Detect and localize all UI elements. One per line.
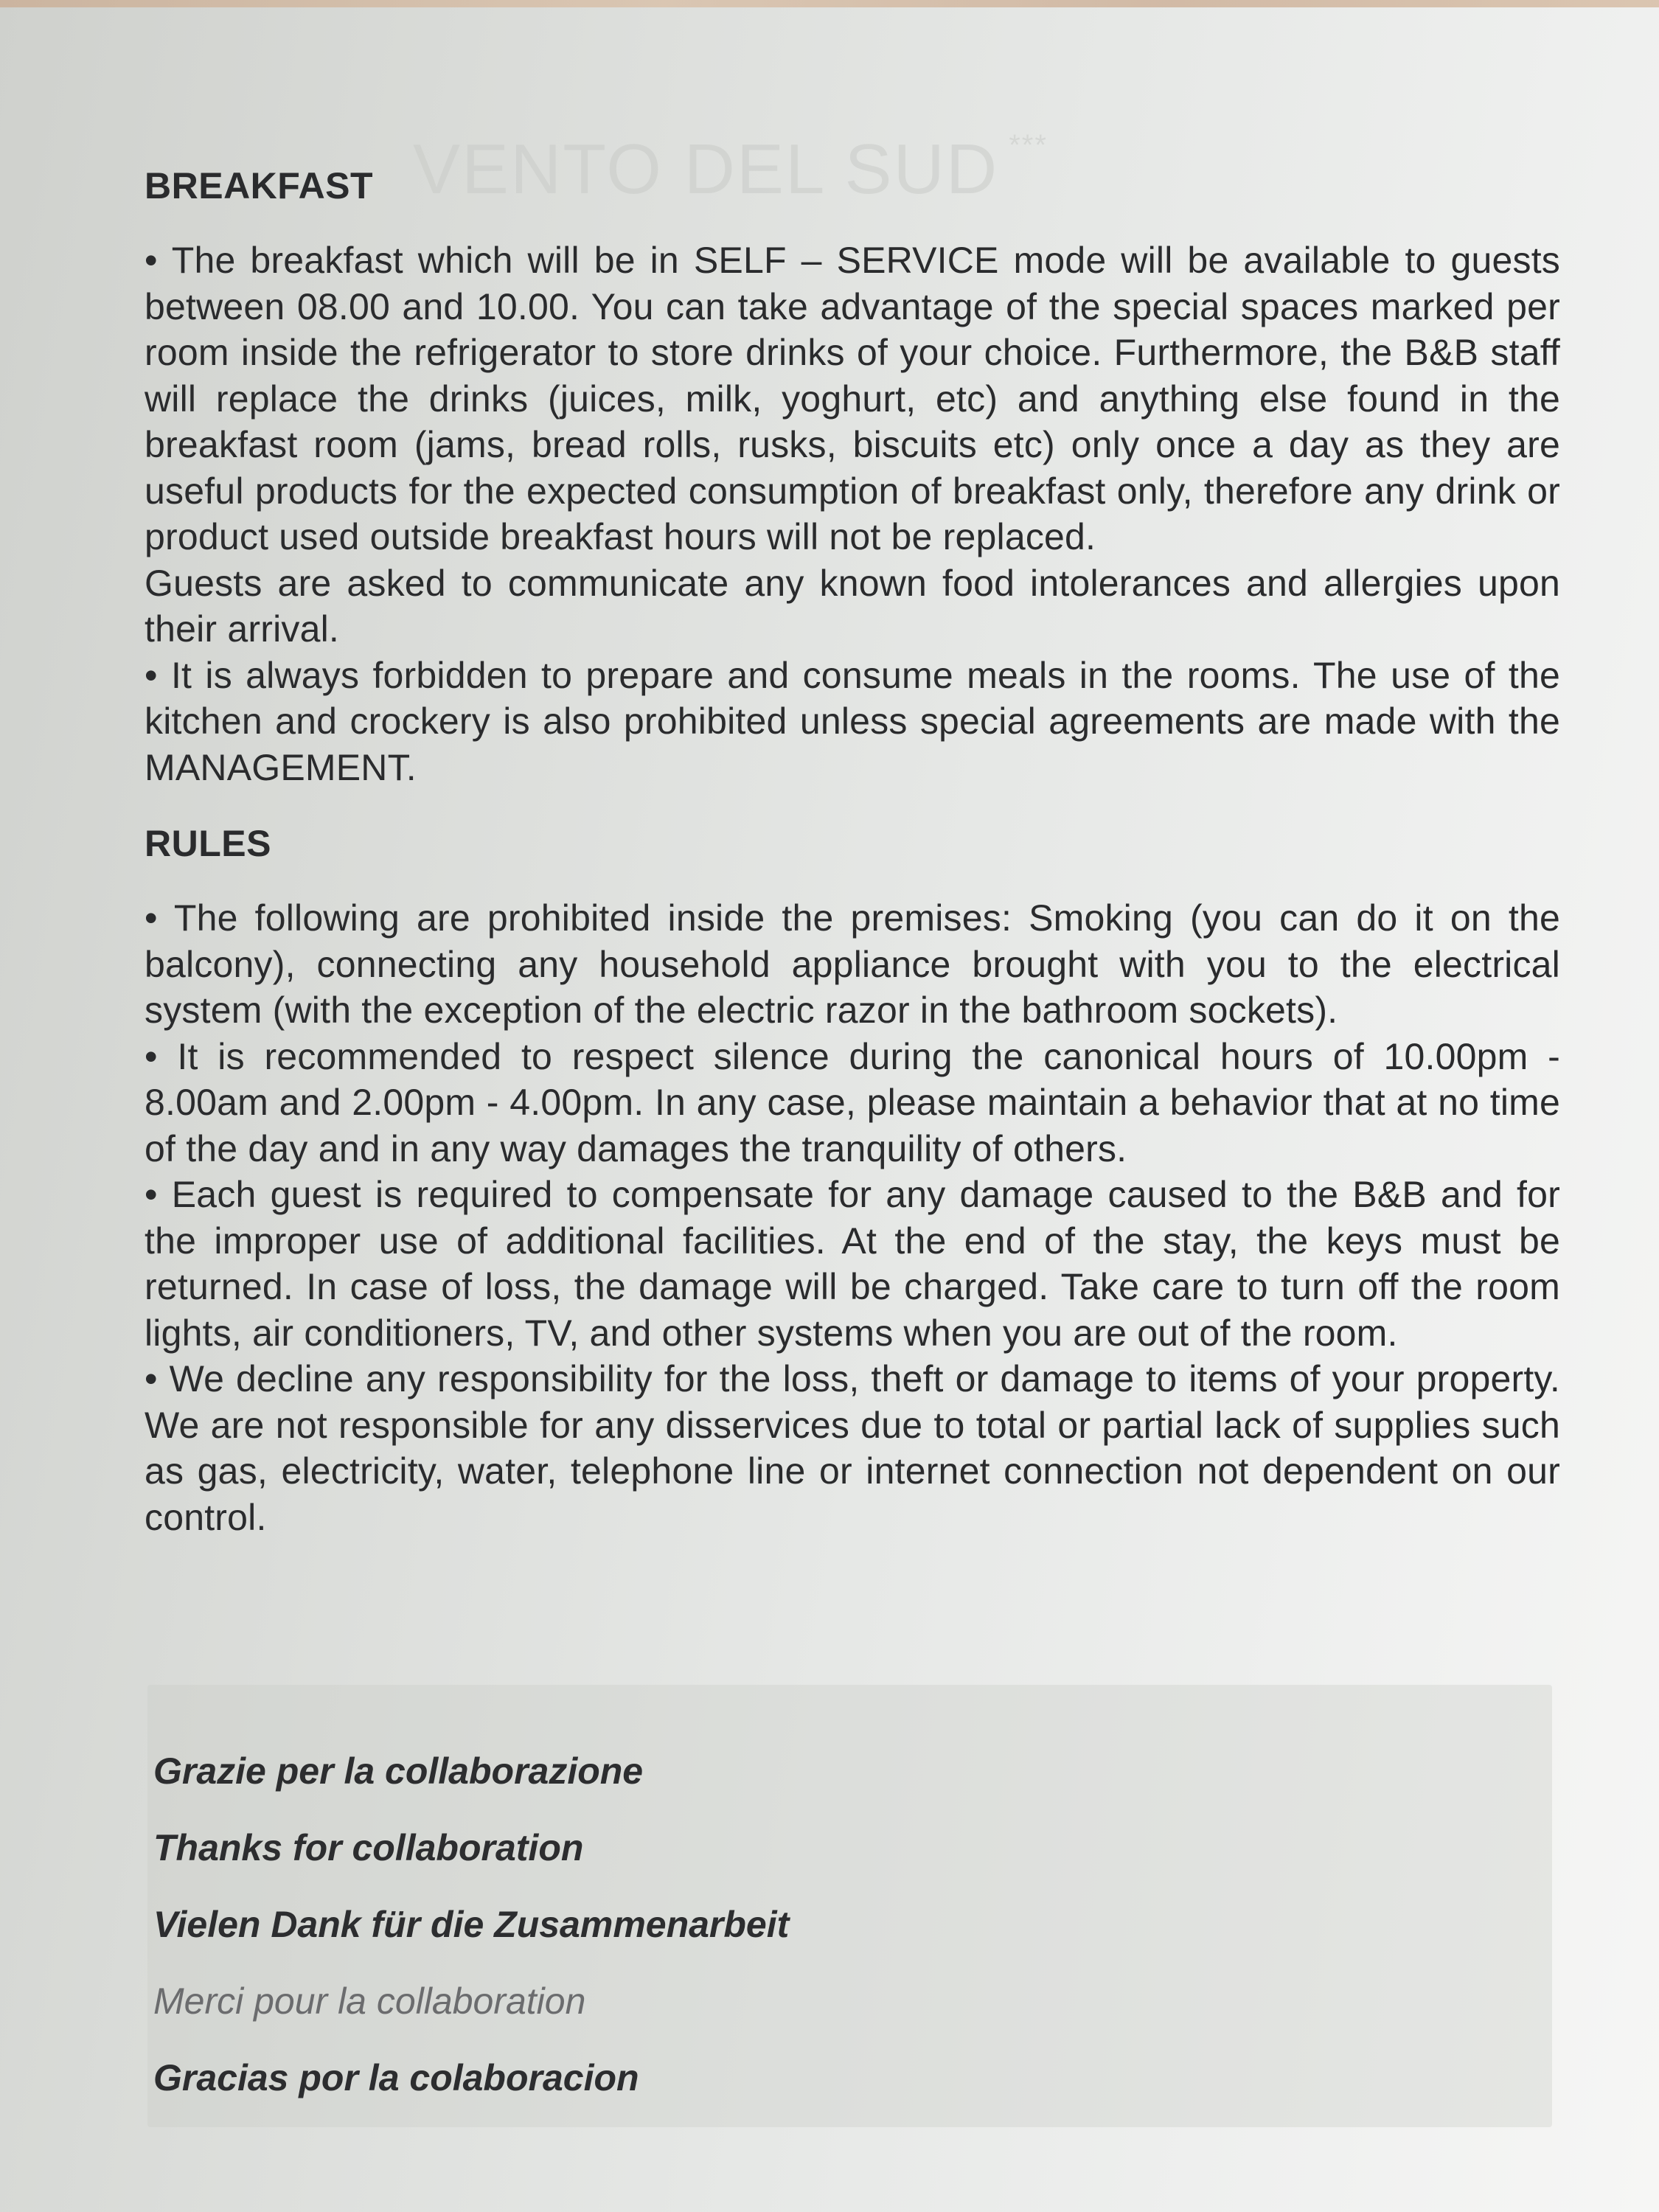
rules-heading: RULES <box>145 823 271 864</box>
thanks-french: Merci pour la collaboration <box>153 1980 586 2022</box>
rules-section <box>145 820 1560 1540</box>
breakfast-paragraph-3: • It is always forbidden to prepare and consume meals in the rooms. The use of the kitchen and crockery is also prohibited unless special agreements are made with the MANAGEMENT. <box>145 654 1560 788</box>
thanks-section <box>153 1747 1259 2131</box>
thanks-italian: Grazie per la collaborazione <box>153 1750 644 1792</box>
watermark-text: VENTO DEL SUD <box>413 130 999 209</box>
thanks-english: Thanks for collaboration <box>153 1827 584 1868</box>
breakfast-section <box>145 162 1560 790</box>
thanks-spanish: Gracias por la colaboracion <box>153 2057 639 2098</box>
breakfast-paragraph-2: Guests are asked to communicate any known food intolerances and allergies upon their arrival. <box>145 562 1560 650</box>
breakfast-heading: BREAKFAST <box>145 165 374 206</box>
rules-paragraph-1: • The following are prohibited inside the premises: Smoking (you can do it on the balcony), connecting any household appliance brought with you to the electrical system (with the exception of the electric razor in the bathroom sockets). <box>145 897 1560 1031</box>
rules-paragraph-3: • Each guest is required to compensate for any damage caused to the B&B and for the improper use of additional facilities. At the end of the stay, the keys must be returned. In case of loss, the damage will be charged. Take care to turn off the room lights, air conditioners, TV, and other systems when you are out of the room. <box>145 1174 1560 1354</box>
thanks-german: Vielen Dank für die Zusammenarbeit <box>153 1904 790 1945</box>
top-edge-strip <box>0 0 1659 7</box>
document-content <box>145 162 1560 1540</box>
rules-paragraph-4: • We decline any responsibility for the loss, theft or damage to items of your property. We are not responsible for any disservices due to total or partial lack of supplies such as gas, electricity, water, telephone line or internet connection not dependent on our control. <box>145 1358 1560 1538</box>
watermark-stars: *** <box>1009 129 1048 161</box>
rules-paragraph-2: • It is recommended to respect silence during the canonical hours of 10.00pm - 8.00am and 2.00pm - 4.00pm. In any case, please maintain a behavior that at no time of the day and in any way damages the tranquility of others. <box>145 1035 1560 1169</box>
breakfast-paragraph-1: • The breakfast which will be in SELF – SERVICE mode will be available to guests between 08.00 and 10.00. You can take advantage of the special spaces marked per room inside the refrigerator to store drinks of your choice. Furthermore, the B&B staff will replace the drinks (juices, milk, yoghurt, etc) and anything else found in the breakfast room (jams, bread rolls, rusks, biscuits etc) only once a day as they are useful products for the expected consumption of breakfast only, therefore any drink or product used outside breakfast hours will not be replaced. <box>145 240 1560 557</box>
